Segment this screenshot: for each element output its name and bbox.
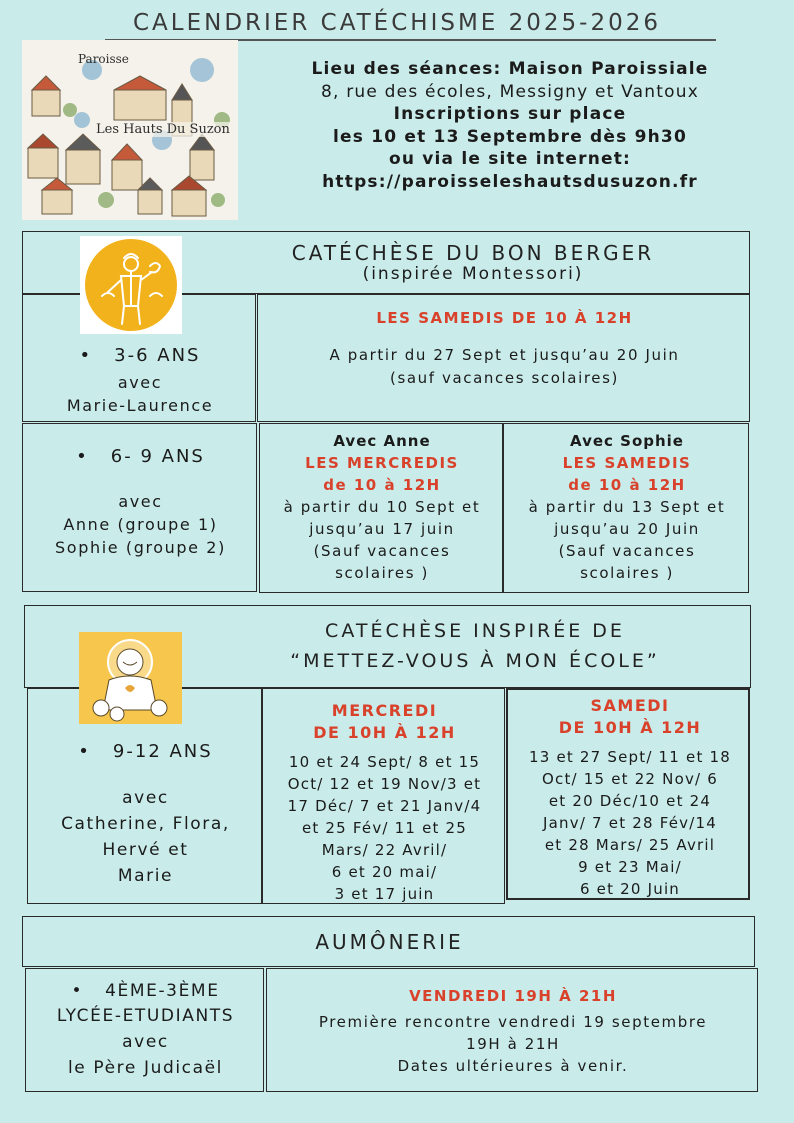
anne-note1: (Sauf vacances — [313, 542, 451, 560]
dates-3-6: A partir du 27 Sept et jusqu’au 20 Juin — [329, 346, 680, 364]
aumonerie-left — [25, 968, 264, 1092]
info-address: 8, rue des écoles, Messigny et Vantoux — [321, 81, 699, 102]
sophie-time: de 10 à 12H — [568, 476, 686, 494]
level-lycee: LYCÉE-ETUDIANTS — [56, 1006, 235, 1026]
vendredi-schedule: VENDREDI 19H À 21H — [409, 987, 617, 1005]
info-block — [250, 58, 770, 193]
samedi-date-line: Oct/ 15 et 22 Nov/ 6 — [542, 770, 718, 788]
animator-marie-laurence: Marie-Laurence — [66, 396, 214, 415]
aumonerie-header — [22, 916, 755, 967]
with-label: avec — [118, 492, 163, 511]
age-3-6: • 3-6 ANS — [79, 345, 201, 366]
age-6-9: • 6- 9 ANS — [76, 446, 205, 467]
animator-pere: le Père Judicaël — [67, 1058, 224, 1078]
school-icon — [79, 632, 182, 724]
aumonerie-title: AUMÔNERIE — [315, 930, 464, 954]
mercredi-schedule — [262, 688, 505, 904]
good-shepherd-drawing — [80, 236, 182, 334]
with-label: avec — [122, 1032, 169, 1052]
mercredi-dates — [263, 751, 506, 905]
samedi-time: DE 10H À 12H — [558, 718, 702, 737]
first-meeting: Première rencontre vendredi 19 septembre — [318, 1013, 708, 1031]
sophie-day: LES SAMEDIS — [562, 454, 692, 472]
anne-label: Avec Anne — [333, 432, 431, 450]
with-label: avec — [117, 373, 163, 392]
parish-logo — [22, 40, 238, 220]
anne-from: à partir du 10 Sept et — [283, 498, 481, 516]
bon-berger-title: CATÉCHÈSE DU BON BERGER — [291, 241, 655, 265]
samedi-dates — [508, 746, 752, 900]
with-label: avec — [122, 788, 169, 808]
info-registration: Inscriptions sur place — [393, 104, 627, 124]
mercredi-day: MERCREDI — [331, 701, 438, 720]
info-registration-dates: les 10 et 13 Septembre dès 9h30 — [333, 126, 687, 147]
future-dates: Dates ultérieures à venir. — [397, 1057, 629, 1075]
first-meeting-time: 19H à 21H — [466, 1035, 560, 1053]
samedi-day: SAMEDI — [590, 696, 670, 715]
logo-text-top: Paroisse — [78, 52, 129, 66]
mercredi-date-line: et 25 Fév/ 11 et 25 — [301, 819, 468, 837]
sophie-note2: scolaires ) — [580, 564, 674, 582]
samedi-schedule — [506, 688, 750, 900]
samedi-date-line: et 28 Mars/ 25 Avril — [544, 836, 716, 854]
page-title: CALENDRIER CATÉCHISME 2025-2026 — [132, 10, 662, 36]
samedi-date-line: 6 et 20 Juin — [579, 880, 681, 898]
anne-until: jusqu’au 17 juin — [309, 520, 455, 538]
mercredi-date-line: Mars/ 22 Avril/ — [321, 841, 448, 859]
animator-anne: Anne (groupe 1) — [63, 515, 218, 534]
info-location: Lieu des séances: Maison Paroissiale — [311, 59, 709, 79]
info-website-label: ou via le site internet: — [388, 149, 632, 169]
animator-sophie: Sophie (groupe 2) — [55, 538, 226, 557]
samedi-date-line: Janv/ 7 et 28 Fév/14 — [543, 814, 717, 832]
sophie-schedule — [503, 423, 749, 593]
samedi-date-line: 13 et 27 Sept/ 11 et 18 — [529, 748, 731, 766]
logo-text-bottom: Les Hauts Du Suzon — [96, 122, 230, 137]
group-3-6-schedule — [257, 294, 750, 422]
anne-schedule — [259, 423, 503, 593]
sophie-note1: (Sauf vacances — [558, 542, 696, 560]
animators-line2: Hervé et — [102, 840, 189, 860]
info-website-url[interactable]: https://paroisseleshautsdusuzon.fr — [322, 171, 698, 192]
mercredi-time: DE 10H À 12H — [313, 723, 456, 742]
mercredi-date-line: 17 Déc/ 7 et 21 Janv/4 — [287, 797, 482, 815]
group-6-9-left — [22, 423, 257, 592]
samedi-date-line: 9 et 23 Mai/ — [578, 858, 682, 876]
samedi-date-line: et 20 Déc/10 et 24 — [548, 792, 712, 810]
aumonerie-schedule — [266, 968, 758, 1092]
sophie-from: à partir du 13 Sept et — [528, 498, 726, 516]
animators-line1: Catherine, Flora, — [61, 814, 230, 834]
mercredi-date-line: 3 et 17 juin — [334, 885, 435, 903]
age-9-12: • 9-12 ANS — [78, 741, 213, 762]
ecole-title-line1: CATÉCHÈSE INSPIRÉE DE — [325, 620, 625, 642]
note-3-6: (sauf vacances scolaires) — [390, 369, 619, 387]
level-college: • 4ÈME-3ÈME — [71, 981, 220, 1001]
sophie-label: Avec Sophie — [570, 432, 684, 450]
anne-note2: scolaires ) — [335, 564, 429, 582]
mercredi-date-line: 10 et 24 Sept/ 8 et 15 — [288, 753, 481, 771]
sophie-until: jusqu’au 20 Juin — [554, 520, 700, 538]
mercredi-date-line: Oct/ 12 et 19 Nov/3 et — [287, 775, 482, 793]
anne-time: de 10 à 12H — [323, 476, 441, 494]
animators-line3: Marie — [117, 866, 174, 886]
schedule-samedis: LES SAMEDIS DE 10 À 12H — [376, 309, 633, 327]
good-shepherd-icon — [80, 236, 182, 334]
bon-berger-subtitle: (inspirée Montessori) — [362, 264, 584, 284]
ecole-title-line2: “METTEZ-VOUS À MON ÉCOLE” — [290, 650, 660, 672]
anne-day: LES MERCREDIS — [305, 454, 459, 472]
mercredi-date-line: 6 et 20 mai/ — [331, 863, 438, 881]
school-drawing — [79, 632, 182, 724]
